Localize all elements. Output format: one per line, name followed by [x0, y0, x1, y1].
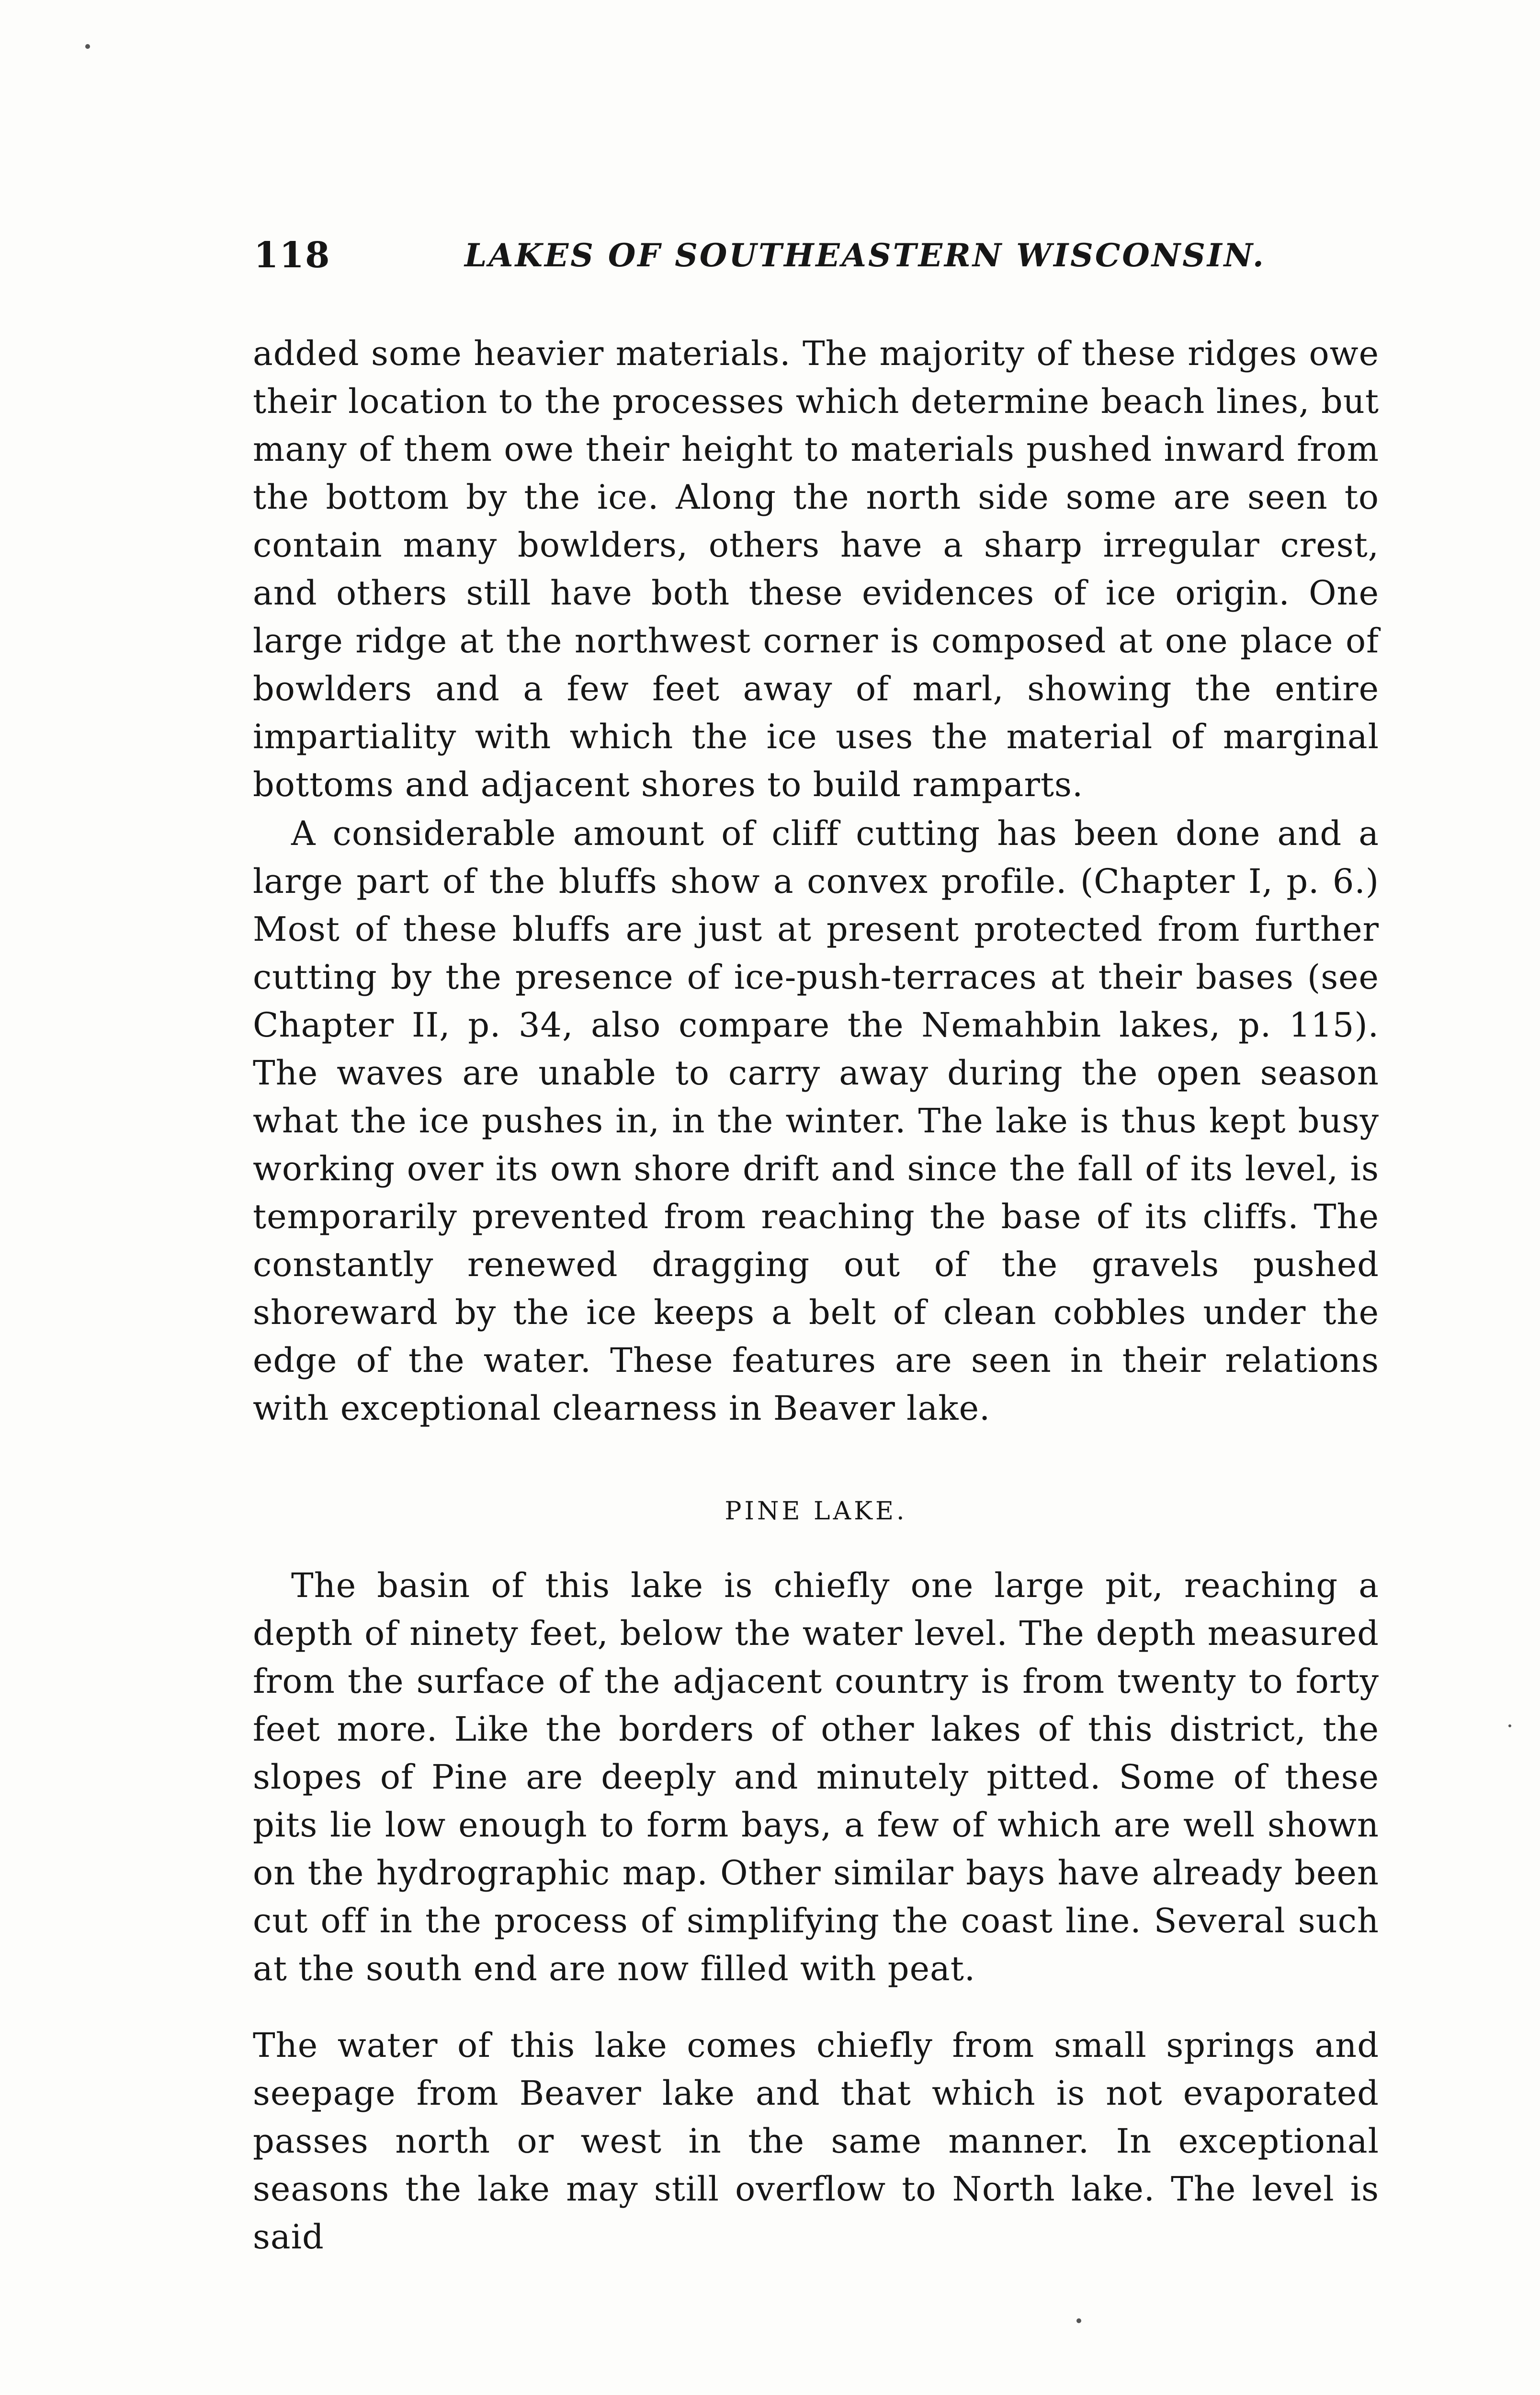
paragraph-pine-basin	[253, 1562, 1379, 1993]
running-title: LAKES OF SOUTHEASTERN WISCONSIN.	[464, 237, 1266, 274]
paragraph-cliff-cutting	[253, 810, 1379, 1432]
paragraph-text: The water of this lake comes chiefly from small springs and seepage from Beaver lake and that which is not evaporated passes north or west in the same manner. In exceptional seasons the lake may still overflow to North lake. The level is said	[253, 2026, 1379, 2257]
section-heading-pine-lake: PINE LAKE.	[725, 1497, 907, 1526]
paper-speck	[85, 44, 90, 49]
paragraph-text: added some heavier materials. The majority of these ridges owe their location to the processes which determine beach lines, but many of them owe their height to materials pushed inward from the bottom by the ice. Along the north side some are seen to contain many bowlders, others have a sharp irregular crest, and others still have both these evidences of ice origin. One large ridge at the northwest corner is composed at one place of bowlders and a few feet away of marl, showing the entire impartiality with which the ice uses the material of marginal bottoms and adjacent shores to build ramparts.	[253, 334, 1379, 804]
page-number: 118	[254, 235, 331, 276]
running-head	[254, 229, 1380, 282]
paragraph-ridges	[253, 330, 1379, 809]
paragraph-text: The basin of this lake is chiefly one large pit, reaching a depth of ninety feet, below the water level. The depth measured from the surface of the adjacent country is from twenty to forty feet more. Like the borders of other lakes of this district, the slopes of Pine are deeply and minutely pitted. Some of these pits lie low enough to form bays, a few of which are well shown on the hydrographic map. Other similar bays have already been cut off in the process of simplifying the coast line. Several such at the south end are now filled with peat.	[253, 1566, 1379, 1988]
paragraph-pine-water	[253, 2021, 1379, 2261]
paper-speck	[1076, 2318, 1081, 2323]
paper-speck	[1508, 1724, 1511, 1727]
paragraph-text: A considerable amount of cliff cutting has been done and a large part of the bluffs show a convex profile. (Chapter I, p. 6.) Most of these bluffs are just at present protected from further cutting by the presence of ice-push-terraces at their bases (see Chapter II, p. 34, also compare the Nemahbin lakes, p. 115). The waves are unable to carry away during the open season what the ice pushes in, in the winter. The lake is thus kept busy working over its own shore drift and since the fall of its level, is temporarily prevented from reaching the base of its cliffs. The constantly renewed dragging out of the gravels pushed shoreward by the ice keeps a belt of clean cobbles under the edge of the water. These features are seen in their relations with exceptional clearness in Beaver lake.	[253, 814, 1379, 1428]
